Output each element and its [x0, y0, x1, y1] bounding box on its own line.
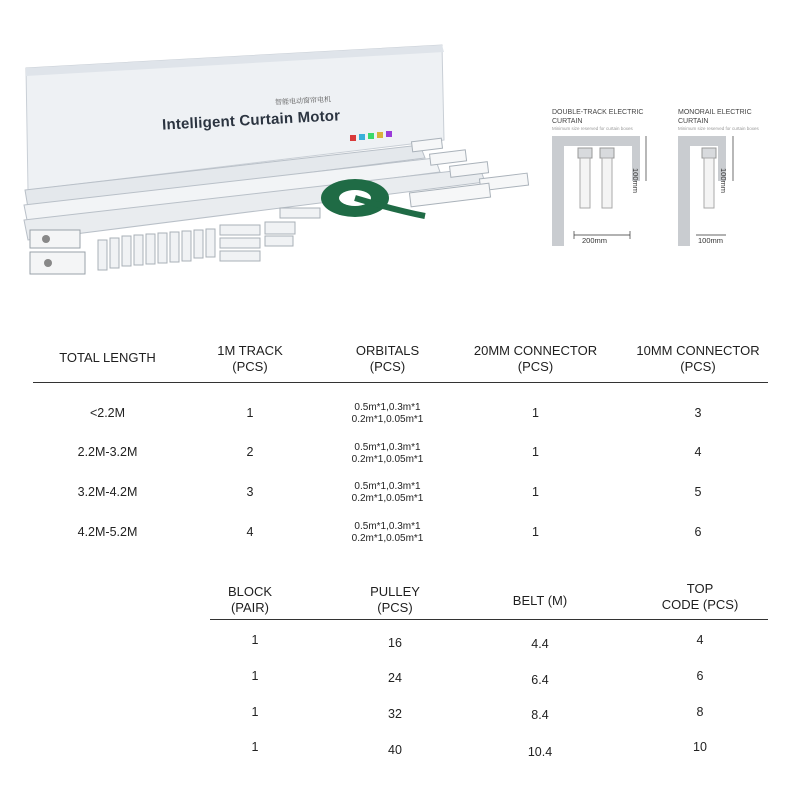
- cell-orbitals: 0.5m*1,0.3m*1 0.2m*1,0.05m*1: [351, 521, 424, 544]
- diagram-title-line2: CURTAIN: [552, 118, 583, 125]
- cell-track: 2: [246, 445, 254, 459]
- header-1m-track: 1M TRACK (PCS): [217, 343, 283, 374]
- cell-block: 1: [251, 740, 259, 754]
- product-photo: [20, 40, 540, 300]
- header-belt: BELT (M): [512, 593, 568, 608]
- cell-c10: 4: [694, 445, 702, 459]
- cell-orbitals: 0.5m*1,0.3m*1 0.2m*1,0.05m*1: [351, 402, 424, 425]
- box-subtitle: 智能电动窗帘电机: [274, 96, 332, 107]
- monorail-diagram: [678, 108, 788, 253]
- cell-code: 8: [696, 705, 704, 719]
- table1-divider: [33, 382, 768, 383]
- cell-belt: 6.4: [531, 673, 549, 687]
- cell-track: 1: [246, 406, 254, 420]
- cell-pulley: 24: [388, 671, 402, 685]
- cell-track: 4: [246, 525, 254, 539]
- cell-orbitals: 0.5m*1,0.3m*1 0.2m*1,0.05m*1: [351, 481, 424, 504]
- cell-c20: 1: [532, 525, 539, 539]
- diagram-note: Minimum size reserved for curtain boxes: [678, 126, 759, 131]
- double-track-drawing: [552, 136, 672, 248]
- width-label: 100mm: [698, 236, 724, 245]
- height-label: 100mm: [631, 168, 640, 194]
- cell-length: <2.2M: [89, 406, 126, 420]
- header-top-code: TOP CODE (PCS): [661, 581, 739, 612]
- double-track-diagram: [552, 108, 672, 253]
- header-orbitals: ORBITALS (PCS): [355, 343, 420, 374]
- cell-block: 1: [251, 705, 259, 719]
- header-block: BLOCK (PAIR): [227, 584, 273, 615]
- cell-code: 4: [696, 633, 704, 647]
- cell-belt: 4.4: [531, 637, 549, 651]
- cell-pulley: 16: [388, 636, 402, 650]
- cell-pulley: 40: [388, 743, 402, 757]
- diagram-title-line2: CURTAIN: [678, 118, 709, 125]
- box-title: Intelligent Curtain Motor: [161, 107, 341, 134]
- header-total-length: TOTAL LENGTH: [59, 350, 156, 365]
- cell-block: 1: [251, 669, 259, 683]
- header-10mm-connector: 10MM CONNECTOR (PCS): [636, 343, 760, 374]
- cell-length: 2.2M-3.2M: [77, 445, 138, 459]
- header-20mm-connector: 20MM CONNECTOR (PCS): [473, 343, 598, 374]
- cell-c20: 1: [532, 406, 539, 420]
- cell-code: 6: [696, 669, 704, 683]
- cell-length: 4.2M-5.2M: [77, 525, 138, 539]
- cell-belt: 10.4: [527, 745, 553, 759]
- cell-track: 3: [246, 485, 254, 499]
- cell-c10: 6: [694, 525, 702, 539]
- cell-belt: 8.4: [531, 708, 549, 722]
- cell-c20: 1: [532, 485, 539, 499]
- height-label: 100mm: [719, 168, 728, 194]
- cell-orbitals: 0.5m*1,0.3m*1 0.2m*1,0.05m*1: [351, 442, 424, 465]
- width-label: 200mm: [582, 236, 608, 245]
- cell-c10: 5: [694, 485, 702, 499]
- cell-c20: 1: [532, 445, 539, 459]
- cell-c10: 3: [694, 406, 702, 420]
- monorail-drawing: [678, 136, 788, 248]
- diagram-note: Minimum size reserved for curtain boxes: [552, 126, 633, 131]
- cell-length: 3.2M-4.2M: [77, 485, 138, 499]
- cell-pulley: 32: [388, 707, 402, 721]
- diagram-title-line1: MONORAIL ELECTRIC: [678, 109, 752, 116]
- cell-block: 1: [251, 633, 259, 647]
- header-pulley: PULLEY (PCS): [370, 584, 420, 615]
- cell-code: 10: [693, 740, 707, 754]
- diagram-title-line1: DOUBLE-TRACK ELECTRIC: [552, 109, 644, 116]
- table2-divider: [210, 619, 768, 620]
- product-illustration: [20, 40, 540, 300]
